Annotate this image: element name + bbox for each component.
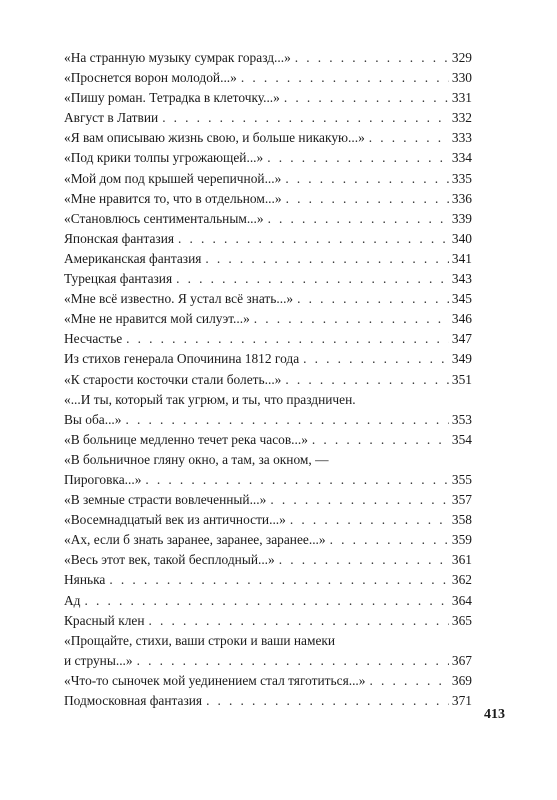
- toc-entry-title: «В больнице медленно течет река часов...»: [64, 431, 308, 447]
- toc-entry-title: «Мне всё известно. Я устал всё знать...»: [64, 291, 294, 307]
- dot-leader: [149, 611, 449, 631]
- toc-entry-page: 336: [451, 190, 472, 206]
- toc-entry-page: 362: [451, 572, 472, 588]
- toc-entry-title: Ад: [64, 592, 81, 608]
- toc-entry-page: 346: [451, 311, 472, 327]
- toc-entry-line: [64, 470, 472, 490]
- dot-leader: [290, 510, 449, 530]
- toc-entry-line: [64, 410, 472, 430]
- toc-entry-line: [64, 691, 472, 711]
- toc-entry: [64, 329, 472, 349]
- toc-entry-page: 339: [451, 210, 472, 226]
- toc-entry-page: 330: [451, 70, 472, 86]
- toc-entry: [64, 611, 472, 631]
- toc-entry-line: [64, 68, 472, 88]
- toc-entry-page: 355: [451, 471, 472, 487]
- toc-entry: [64, 169, 472, 189]
- toc-entry: [64, 550, 472, 570]
- toc-entry-title: «Восемнадцатый век из античности...»: [64, 512, 286, 528]
- toc-entry-page: 364: [451, 592, 472, 608]
- dot-leader: [285, 169, 449, 189]
- toc-entry-title: «Становлюсь сентиментальным...»: [64, 210, 264, 226]
- dot-leader: [178, 229, 449, 249]
- dot-leader: [286, 189, 449, 209]
- toc-entry-title: и струны...»: [64, 652, 133, 668]
- toc-entry-page: 371: [451, 693, 472, 708]
- toc-entry-title: «В земные страсти вовлеченный...»: [64, 492, 267, 508]
- dot-leader: [241, 68, 449, 88]
- toc-entry-title: «Что-то сыночек мой уединением стал тяготиться...»: [64, 672, 366, 688]
- toc-entry: [64, 309, 472, 329]
- toc-entry-line: [64, 430, 472, 450]
- toc-entry-line: [64, 611, 472, 631]
- toc-entry: [64, 691, 472, 711]
- toc-entry: [64, 269, 472, 289]
- toc-entry-title: «Мне не нравится мой силуэт...»: [64, 311, 250, 327]
- toc-entry-page: 354: [451, 431, 472, 447]
- dot-leader: [84, 591, 448, 611]
- toc-entry: [64, 209, 472, 229]
- toc-entry-page: 335: [451, 170, 472, 186]
- toc-entry-line: [64, 309, 472, 329]
- toc-entry: [64, 631, 472, 671]
- dot-leader: [369, 671, 448, 691]
- toc-entry-line: [64, 349, 472, 369]
- toc-entry-page: 357: [451, 492, 472, 508]
- toc-entry: [64, 370, 472, 390]
- page-number: 413: [484, 707, 505, 722]
- toc-entry-line: [64, 128, 472, 148]
- toc-entry-line: [64, 249, 472, 269]
- toc-entry-title: Вы оба...»: [64, 411, 122, 427]
- toc-entry: [64, 490, 472, 510]
- toc-entry-page: 332: [451, 110, 472, 126]
- dot-leader: [268, 209, 449, 229]
- dot-leader: [270, 490, 449, 510]
- toc-entry-page: 361: [451, 552, 472, 568]
- toc-entry: [64, 289, 472, 309]
- toc-entry-title: Нянька: [64, 572, 106, 588]
- toc-entry-title: Турецкая фантазия: [64, 271, 173, 287]
- toc-entry-title-line: «Прощайте, стихи, ваши строки и ваши намеки: [64, 632, 336, 648]
- toc-entry: [64, 249, 472, 269]
- toc-entry-page: 358: [451, 512, 472, 528]
- toc-entry-page: 334: [451, 150, 472, 166]
- toc-entry-page: 351: [451, 371, 472, 387]
- toc-entry-line: [64, 289, 472, 309]
- toc-entry-title: «Мой дом под крышей черепичной...»: [64, 170, 282, 186]
- dot-leader: [125, 410, 448, 430]
- dot-leader: [145, 470, 449, 490]
- dot-leader: [205, 249, 448, 269]
- toc-entry: [64, 390, 472, 430]
- dot-leader: [254, 309, 449, 329]
- toc-entry-title: Американская фантазия: [64, 250, 202, 266]
- toc-entry: [64, 570, 472, 590]
- dot-leader: [126, 329, 449, 349]
- toc-entry-page: 331: [451, 90, 472, 106]
- toc-entry-title: «На странную музыку сумрак горазд...»: [64, 50, 291, 65]
- dot-leader: [312, 430, 449, 450]
- dot-leader: [285, 370, 449, 390]
- toc-entry: [64, 229, 472, 249]
- dot-leader: [109, 570, 449, 590]
- toc-entry-title: «Ах, если б знать заранее, заранее, заранее...»: [64, 532, 326, 548]
- toc-entry-title: Красный клен: [64, 612, 145, 628]
- toc-entry-page: 359: [451, 532, 472, 548]
- dot-leader: [137, 651, 449, 671]
- toc-entry-title: Японская фантазия: [64, 230, 175, 246]
- toc-entry-line: [64, 591, 472, 611]
- dot-leader: [284, 88, 449, 108]
- toc-entry-title: Август в Латвии: [64, 110, 159, 126]
- toc-entry-title: «Пишу роман. Тетрадка в клеточку...»: [64, 90, 280, 106]
- toc-entry-line: [64, 651, 472, 671]
- toc-entry-page: 343: [451, 271, 472, 287]
- toc-entry-title-line: «В больничное гляну окно, а там, за окном, —: [64, 451, 329, 467]
- toc-entry-title: Подмосковная фантазия: [64, 693, 203, 708]
- toc-entry-line: [64, 370, 472, 390]
- toc-entry-page: 340: [451, 230, 472, 246]
- toc-entry-page: 349: [451, 351, 472, 367]
- dot-leader: [279, 550, 449, 570]
- toc-entry-title: «Мне нравится то, что в отдельном...»: [64, 190, 282, 206]
- toc-entry-page: 333: [451, 130, 472, 146]
- toc-entry: [64, 68, 472, 88]
- toc-entry-page: 347: [451, 331, 472, 347]
- dot-leader: [297, 289, 449, 309]
- toc-entry-page: 365: [451, 612, 472, 628]
- toc-entry-line: [64, 269, 472, 289]
- toc-entry-title: Из стихов генерала Опочинина 1812 года: [64, 351, 300, 367]
- toc-entry: [64, 530, 472, 550]
- toc-entry-page: 341: [451, 250, 472, 266]
- toc-entry-title: «Проснется ворон молодой...»: [64, 70, 237, 86]
- toc-entry-line: [64, 148, 472, 168]
- dot-leader: [267, 148, 449, 168]
- toc-entry-line: [64, 570, 472, 590]
- toc-entry: [64, 430, 472, 450]
- toc-entry-title-line: «...И ты, который так угрюм, и ты, что праздничен.: [64, 391, 356, 407]
- toc-entry: [64, 349, 472, 369]
- table-of-contents: [64, 48, 472, 711]
- toc-entry-line: [64, 48, 472, 68]
- toc-entry-line: [64, 550, 472, 570]
- toc-entry: [64, 510, 472, 530]
- toc-entry-line: [64, 530, 472, 550]
- toc-entry: [64, 189, 472, 209]
- toc-entry: [64, 450, 472, 490]
- toc-entry-title: «Весь этот век, такой бесплодный...»: [64, 552, 275, 568]
- toc-entry-line: [64, 671, 472, 691]
- toc-entry-line: [64, 229, 472, 249]
- dot-leader: [303, 349, 449, 369]
- dot-leader: [369, 128, 449, 148]
- dot-leader: [176, 269, 449, 289]
- toc-entry-page: 329: [451, 50, 472, 65]
- toc-entry-page: 345: [451, 291, 472, 307]
- toc-entry-line: [64, 88, 472, 108]
- toc-entry-title: Пироговка...»: [64, 471, 142, 487]
- toc-entry-line: [64, 189, 472, 209]
- toc-entry-line: [64, 209, 472, 229]
- toc-entry-page: 367: [451, 652, 472, 668]
- toc-entry-title: «К старости косточки стали болеть...»: [64, 371, 282, 387]
- dot-leader: [162, 108, 449, 128]
- toc-entry-line: [64, 490, 472, 510]
- toc-entry: [64, 671, 472, 691]
- toc-entry-line: [64, 510, 472, 530]
- toc-entry: [64, 591, 472, 611]
- dot-leader: [295, 48, 449, 68]
- toc-entry-line: [64, 329, 472, 349]
- toc-entry-title: «Под крики толпы угрожающей...»: [64, 150, 264, 166]
- dot-leader: [330, 530, 449, 550]
- toc-entry: [64, 128, 472, 148]
- toc-entry-line: [64, 169, 472, 189]
- toc-entry: [64, 88, 472, 108]
- toc-entry-title: «Я вам описываю жизнь свою, и больше никакую...»: [64, 130, 365, 146]
- dot-leader: [206, 691, 449, 711]
- toc-entry: [64, 48, 472, 68]
- toc-entry: [64, 108, 472, 128]
- toc-entry-title: Несчастье: [64, 331, 123, 347]
- toc-entry: [64, 148, 472, 168]
- toc-entry-line: [64, 108, 472, 128]
- toc-entry-page: 353: [451, 411, 472, 427]
- toc-entry-page: 369: [451, 672, 472, 688]
